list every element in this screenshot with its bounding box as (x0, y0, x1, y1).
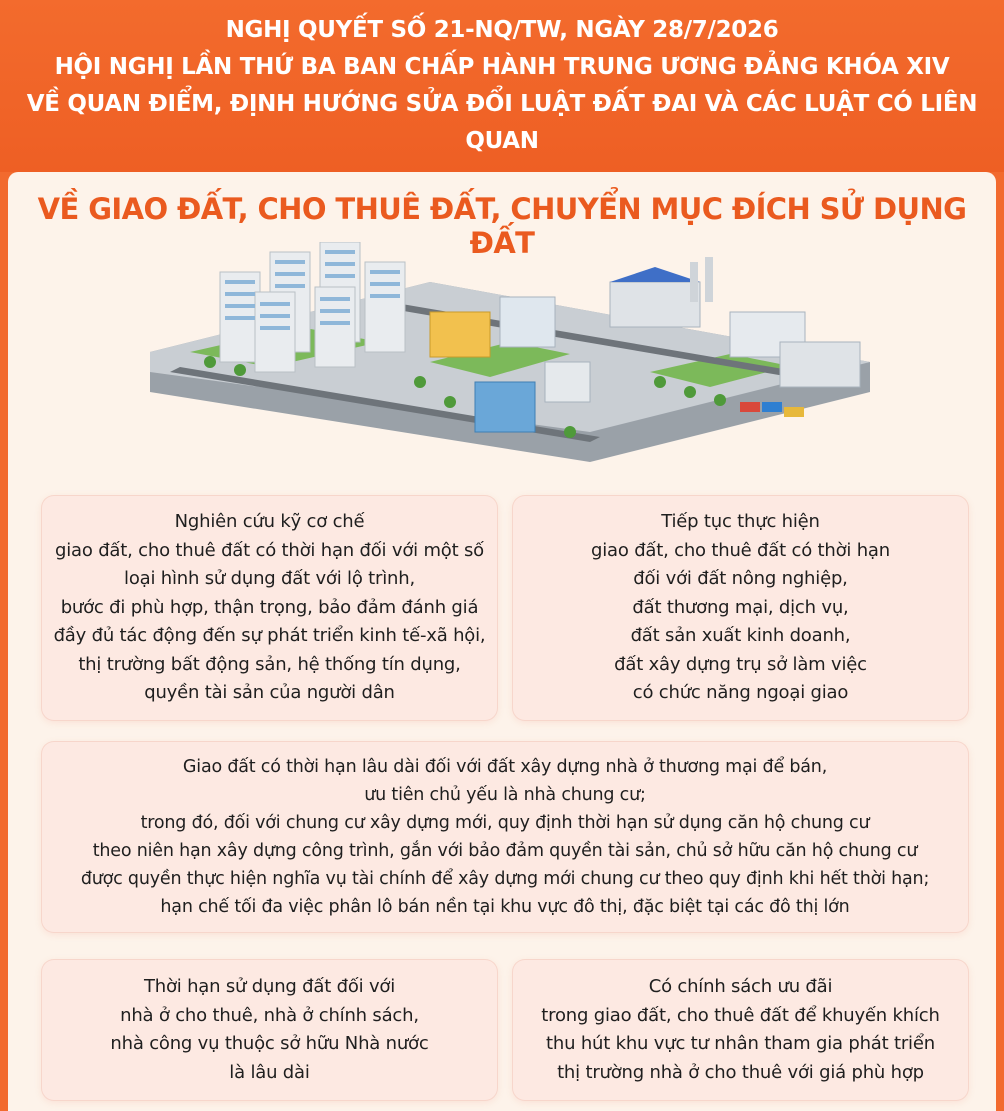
info-card-5-text: Có chính sách ưu đãi trong giao đất, cho thuê đất để khuyến khích thu hút khu vực tư nhân tham gia phát triển thị trường nhà ở cho thuê với giá phù hợp (541, 976, 940, 1083)
info-card-2 (513, 496, 968, 720)
isometric-city-illustration (130, 242, 890, 482)
header-line-1: NGHỊ QUYẾT SỐ 21-NQ/TW, NGÀY 28/7/2026 (225, 17, 779, 43)
info-card-2-text: Tiếp tục thực hiện giao đất, cho thuê đất có thời hạn đối với đất nông nghiệp, đất thương mại, dịch vụ, đất sản xuất kinh doanh, đất xây dựng trụ sở làm việc có chức năng ngoại giao (591, 511, 890, 704)
info-card-4 (42, 960, 497, 1100)
info-card-3 (42, 742, 968, 932)
info-card-3-text: Giao đất có thời hạn lâu dài đối với đất xây dựng nhà ở thương mại để bán, ưu tiên chủ yếu là nhà chung cư; trong đó, đối với chung cư xây dựng mới, quy định thời hạn sử dụng căn hộ chung cư theo niên hạn xây dựng công trình, gắn với bảo đảm quyền tài sản, chủ sở hữu căn hộ chung cư được quyền thực hiện nghĩa vụ tài chính để xây dựng mới chung cư theo quy định khi hết thời hạn; hạn chế tối đa việc phân lô bán nền tại khu vực đô thị, đặc biệt tại các đô thị lớn (80, 757, 930, 917)
info-card-1 (42, 496, 497, 720)
info-card-4-text: Thời hạn sử dụng đất đối với nhà ở cho thuê, nhà ở chính sách, nhà công vụ thuộc sở hữu Nhà nước là lâu dài (110, 976, 429, 1083)
info-card-1-text: Nghiên cứu kỹ cơ chế giao đất, cho thuê đất có thời hạn đối với một số loại hình sử dụng đất với lộ trình, bước đi phù hợp, thận trọng, bảo đảm đánh giá đầy đủ tác động đến sự phát triển kinh tế-xã hội, thị trường bất động sản, hệ thống tín dụng, quyền tài sản của người dân (53, 511, 486, 704)
header-line-3: VỀ QUAN ĐIỂM, ĐỊNH HƯỚNG SỬA ĐỔI LUẬT ĐẤT ĐAI VÀ CÁC LUẬT CÓ LIÊN QUAN (26, 91, 978, 154)
section-title: VỀ GIAO ĐẤT, CHO THUÊ ĐẤT, CHUYỂN MỤC ĐÍCH SỬ DỤNG ĐẤT (37, 192, 967, 260)
info-card-5 (513, 960, 968, 1100)
header-banner (0, 0, 1004, 172)
header-line-2: HỘI NGHỊ LẦN THỨ BA BAN CHẤP HÀNH TRUNG ƯƠNG ĐẢNG KHÓA XIV (54, 54, 950, 80)
content-panel (8, 172, 996, 1111)
